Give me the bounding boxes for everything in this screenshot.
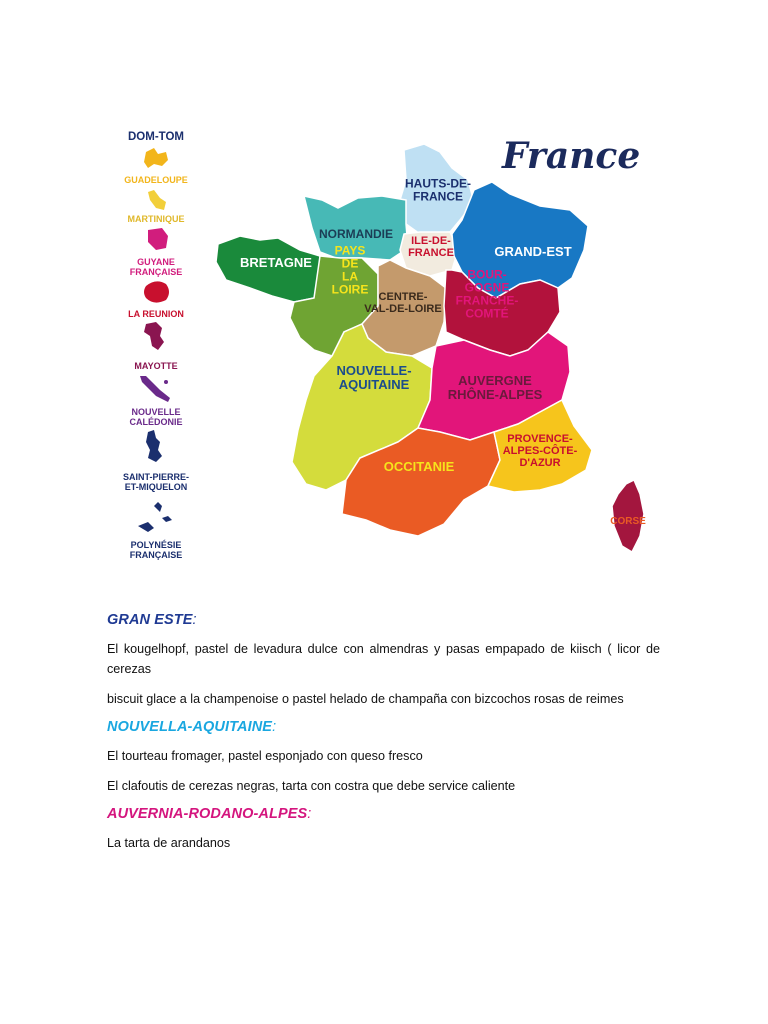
paragraph: El tourteau fromager, pastel esponjado con queso fresco (107, 749, 423, 763)
section-heading-gran-este: GRAN ESTE: (107, 612, 197, 628)
dom-tom-title: DOM-TOM (127, 131, 185, 143)
label-paca: PROVENCE-ALPES-CÔTE-D'AZUR (502, 433, 578, 469)
section-heading-nouvella-aquitaine: NOUVELLA-AQUITAINE: (107, 719, 277, 735)
polynesie-shape (138, 502, 172, 532)
paragraph: El clafoutis de cerezas negras, tarta con costra que debe service caliente (107, 779, 516, 793)
dom-label-reunion: LA REUNION (128, 309, 184, 319)
nouvelle-caledonie-shape (140, 376, 170, 402)
mayotte-shape (144, 322, 164, 350)
guadeloupe-shape (144, 148, 168, 168)
label-auvergne-rhone-alpes: AUVERGNE RHÔNE-ALPES (447, 373, 543, 402)
label-centre-val-de-loire: CENTRE-VAL-DE-LOIRE (364, 291, 442, 315)
section-heading-auvernia-rodano-alpes: AUVERNIA-RODANO-ALPES: (107, 806, 312, 822)
document-body (107, 612, 660, 863)
label-pays-de-la-loire: PAYS DE LA LOIRE (331, 243, 369, 297)
dom-label-saint-pierre: SAINT-PIERRE-ET-MIQUELON (122, 472, 190, 492)
paragraph: El kougelhopf, pastel de levadura dulce con almendras y pasas empapado de kiisch ( licor de cerezas (107, 642, 660, 676)
label-hauts-de-france: HAUTS-DE-FRANCE (405, 176, 471, 204)
label-corse: CORSE (610, 516, 646, 527)
dom-label-polynesie: POLYNÉSIE FRANÇAISE (129, 540, 183, 560)
reunion-shape (144, 281, 169, 302)
label-occitanie: OCCITANIE (383, 459, 455, 474)
label-nouvelle-aquitaine: NOUVELLE-AQUITAINE (336, 363, 412, 392)
label-bretagne: BRETAGNE (240, 255, 312, 270)
label-bourgogne-franche-comte: BOUR-GOGNE FRANCHE-COMTÉ (455, 267, 519, 321)
paragraph: La tarta de arandanos (107, 836, 231, 850)
dom-label-mayotte: MAYOTTE (134, 361, 178, 371)
saint-pierre-shape (146, 430, 162, 462)
dom-label-nouvelle-caledonie: NOUVELLE CALÉDONIE (129, 407, 183, 427)
france-regions-map (100, 110, 670, 580)
martinique-shape (148, 190, 166, 210)
label-ile-de-france: ILE-DE-FRANCE (408, 235, 454, 259)
label-normandie: NORMANDIE (319, 227, 393, 241)
label-grand-est: GRAND-EST (494, 244, 572, 259)
dom-label-guyane: GUYANE FRANÇAISE (129, 257, 183, 277)
guyane-shape (148, 228, 168, 250)
dom-label-martinique: MARTINIQUE (127, 214, 185, 224)
paragraph: biscuit glace a la champenoise o pastel helado de champaña con bizcochos rosas de reimes (107, 692, 624, 706)
map-title: France (502, 135, 641, 177)
map-svg (100, 110, 670, 580)
dom-label-guadeloupe: GUADELOUPE (124, 175, 188, 185)
